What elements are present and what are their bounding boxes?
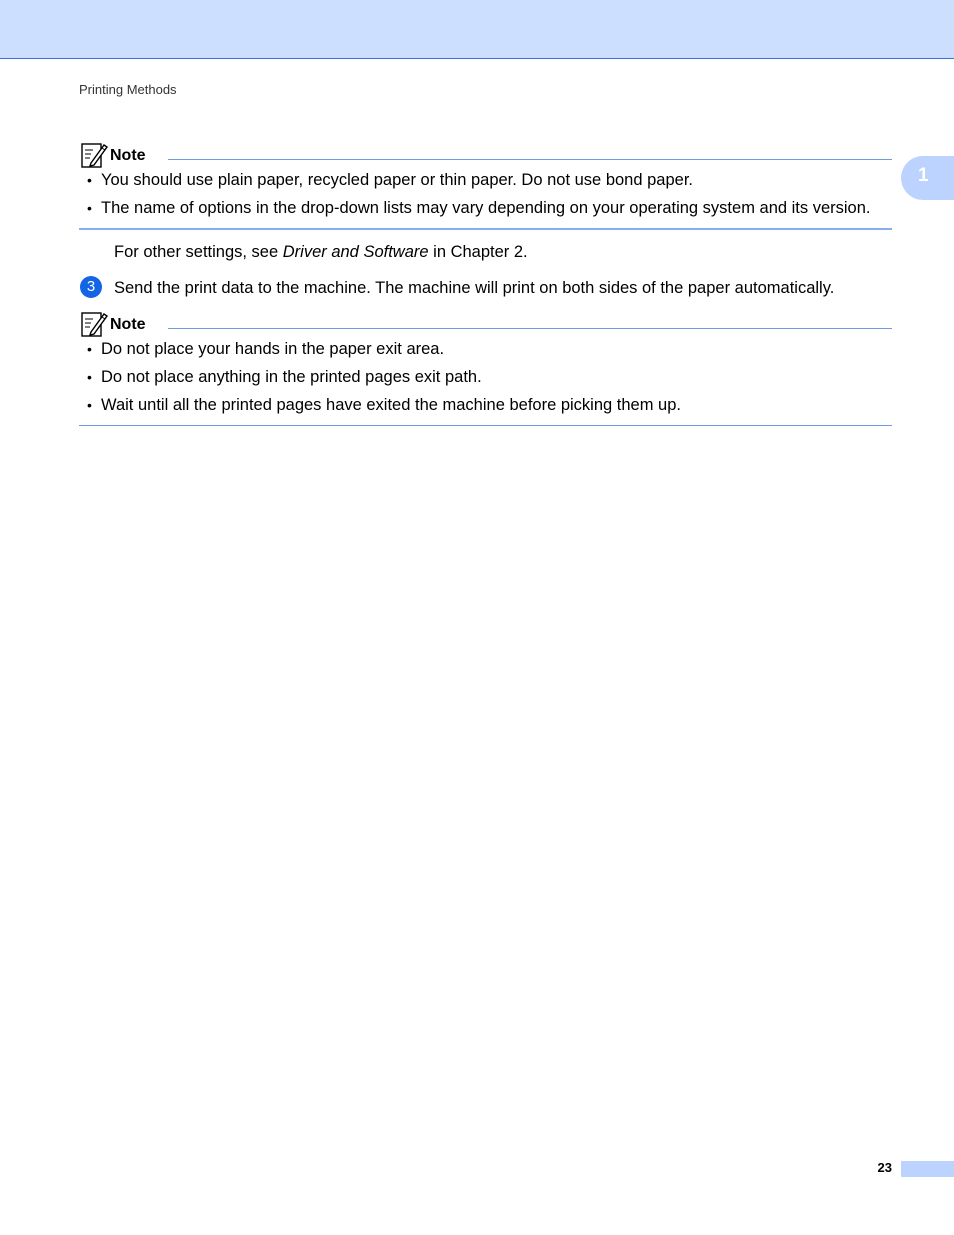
- running-title: Printing Methods: [79, 82, 177, 97]
- note-end-rule: [79, 425, 892, 426]
- note-item-text: Wait until all the printed pages have exited the machine before picking them up.: [101, 396, 681, 414]
- note-label: Note: [110, 316, 146, 333]
- note-label: Note: [110, 147, 146, 164]
- bullet-icon: •: [87, 172, 92, 188]
- note-end-rule: [79, 228, 892, 230]
- note-header: [79, 141, 892, 169]
- note-header: [79, 310, 892, 338]
- step-text: Send the print data to the machine. The machine will print on both sides of the paper automatically.: [114, 279, 835, 297]
- note-rule: [168, 159, 892, 160]
- chapter-tab: [901, 156, 954, 200]
- note-item-text: Do not place anything in the printed pages exit path.: [101, 368, 482, 386]
- note-rule: [168, 328, 892, 329]
- bullet-icon: •: [87, 200, 92, 216]
- bullet-icon: •: [87, 397, 92, 413]
- note-item-text: The name of options in the drop-down lists may vary depending on your operating system and its version.: [101, 199, 871, 217]
- bullet-icon: •: [87, 341, 92, 357]
- driver-and-software-link[interactable]: Driver and Software: [282, 243, 429, 261]
- step-number-badge: 3: [80, 276, 102, 298]
- other-settings-suffix: in Chapter 2.: [428, 243, 528, 261]
- page-number: 23: [877, 1160, 892, 1175]
- note-item-text: You should use plain paper, recycled paper or thin paper. Do not use bond paper.: [101, 171, 693, 189]
- other-settings-paragraph: [114, 243, 528, 262]
- other-settings-prefix: For other settings, see: [114, 243, 283, 261]
- note-pencil-icon: [80, 141, 108, 169]
- chapter-number: 1: [918, 165, 929, 186]
- note-item-text: Do not place your hands in the paper exit area.: [101, 340, 445, 358]
- header-band: [0, 0, 954, 59]
- page-tab: [901, 1161, 954, 1177]
- note-pencil-icon: [80, 310, 108, 338]
- bullet-icon: •: [87, 369, 92, 385]
